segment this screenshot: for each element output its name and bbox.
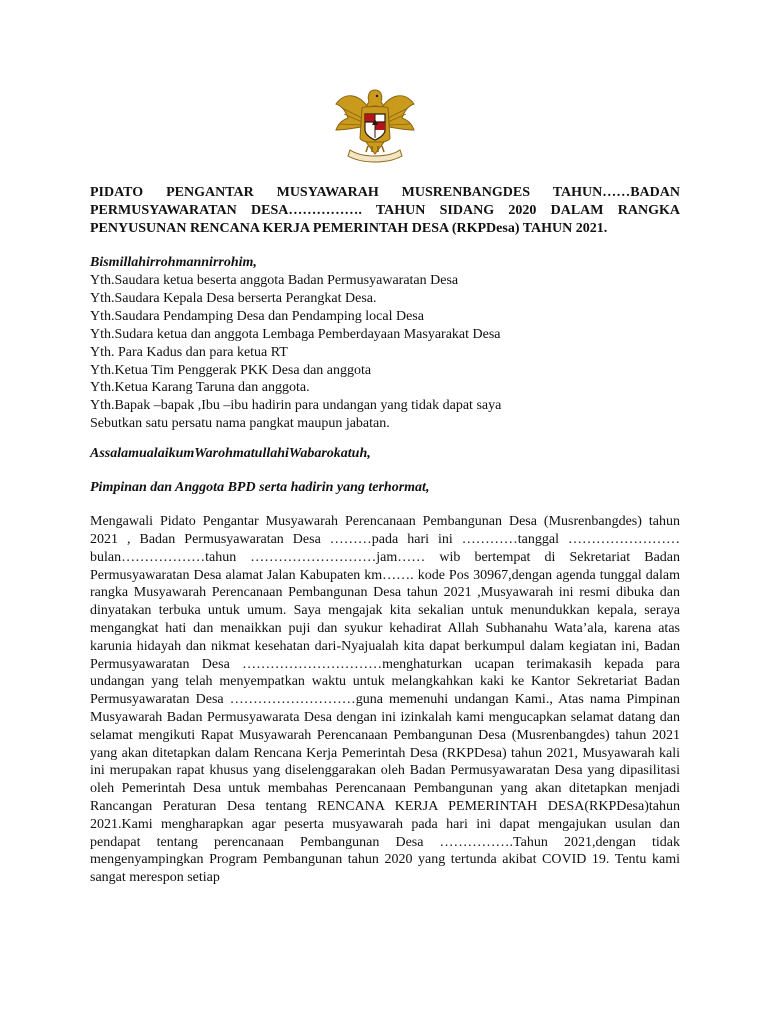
address-line: Pimpinan dan Anggota BPD serta hadirin yang terhormat, bbox=[90, 480, 430, 496]
salutation-list bbox=[90, 272, 680, 433]
salutation-item: Yth.Sudara ketua dan anggota Lembaga Pemberdayaan Masyarakat Desa bbox=[90, 326, 501, 342]
opening-basmalah: Bismillahirrohmannirrohim, bbox=[90, 255, 257, 270]
salutation-item: Yth.Bapak –bapak ,Ibu –ibu hadirin para undangan yang tidak dapat saya bbox=[90, 398, 502, 414]
salutation-item: Yth. Para Kadus dan para ketua RT bbox=[90, 344, 288, 360]
salutation-item: Sebutkan satu persatu nama pangkat maupun jabatan. bbox=[90, 416, 390, 432]
salutation-item: Yth.Ketua Karang Taruna dan anggota. bbox=[90, 380, 310, 396]
salutation-item: Yth.Saudara Pendamping Desa dan Pendamping local Desa bbox=[90, 308, 424, 324]
document-title: PIDATO PENGANTAR MUSYAWARAH MUSRENBANGDES TAHUN……BADAN PERMUSYAWARATAN DESA……………. TAHUN SIDANG 2020 DALAM RANGKA PENYUSUNAN RENCANA KERJA PEMERINTAH DESA (RKPDesa) TAHUN 2021. bbox=[90, 185, 680, 236]
salutation-item: Yth.Saudara Kepala Desa berserta Perangkat Desa. bbox=[90, 290, 377, 306]
garuda-emblem-icon bbox=[332, 84, 418, 166]
greeting: AssalamualaikumWarohmatullahiWabarokatuh, bbox=[90, 446, 371, 462]
speech-document bbox=[90, 184, 680, 887]
salutation-item: Yth.Saudara ketua beserta anggota Badan Permusyawaratan Desa bbox=[90, 273, 459, 288]
body-paragraph: Mengawali Pidato Pengantar Musyawarah Perencanaan Pembangunan Desa (Musrenbangdes) tahun 2021 , Badan Permusyawaratan Desa ………pada hari ini …………tanggal ……………………bulan………………tahun ………………………jam…… wib bertempat di Sekretariat Badan Permusyawaratan Desa alamat Jalan Kabupaten km……. kode Pos 30967,dengan agenda tunggal dalam rangka Musyawarah Perencanaan Pembangunan Desa tahun 2021 ,Musyawarah ini resmi dibuka dan dinyatakan terbuka untuk umum. Saya mengajak kita sekalian untuk menundukkan kepala, seraya mengangkat hati dan menaikkan puji dan syukur kehadirat Allah Subhanahu Wata’ala, karena atas karunia hidayah dan nikmat kesehatan dari-Nyajualah kita dapat berkumpul dalam kegiatan ini, Badan Permusyawaratan Desa …………………………menghaturkan ucapan terimakasih kepada para undangan yang telah menyempatkan waktu untuk melangkahkan kaki ke Kantor Sekretariat Badan Permusyawaratan Desa ………………………guna memenuhi undangan Kami., Atas nama Pimpinan Musyawarah Badan Permusyawarata Desa dengan ini izinkalah kami mengucapkan selamat datang dan selamat mengikuti Rapat Musyawarah Perencanaan Pembangunan Desa (Musrenbangdes) tahun 2021 yang akan ditetapkan dalam Rencana Kerja Pemerintah Desa (RKPDesa) tahun 2021, Musyawarah kali ini merupakan rapat khusus yang diselenggarakan oleh Badan Permusyawaratan Desa yang dipasilitasi oleh Pemerintah Desa untuk membahas Perencanaan Pembangunan yang akan ditetapkan menjadi Rancangan Peraturan Desa tentang RENCANA KERJA PEMERINTAH DESA(RKPDesa)tahun 2021.Kami mengharapkan agar peserta musyawarah pada hari ini dapat mengajukan usulan dan pendapat tentang perencanaan Pembangunan Desa …………….Tahun 2021,dengan tidak mengenyampingkan Program Pembangunan tahun 2020 yang tertunda akibat COVID 19. Tentu kami sangat merespon setiap bbox=[90, 514, 680, 886]
salutation-item: Yth.Ketua Tim Penggerak PKK Desa dan anggota bbox=[90, 362, 372, 378]
